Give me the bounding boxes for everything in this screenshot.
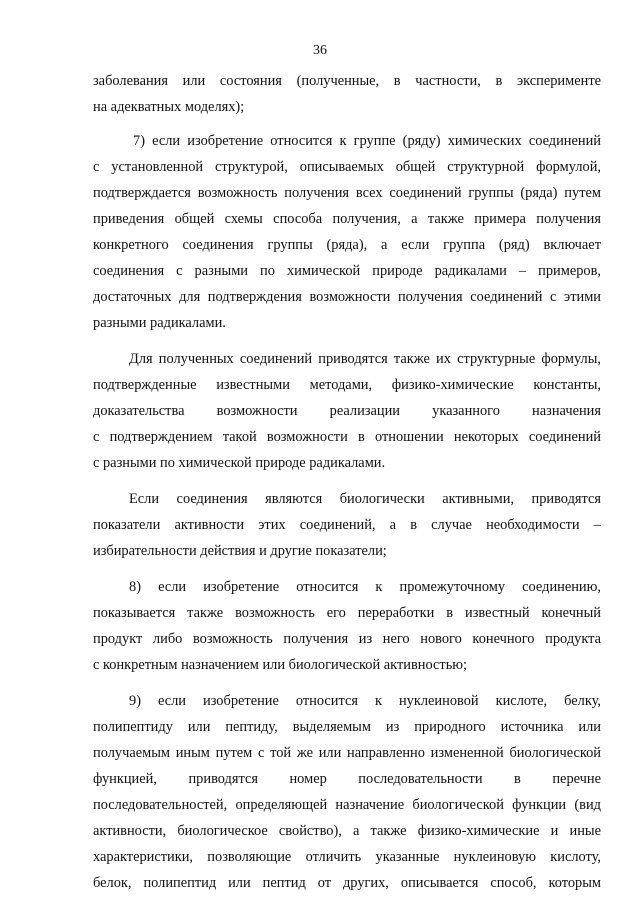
text-line: 9) если изобретение относится к нуклеиновой кислоте, белку, (129, 693, 601, 709)
text-line: подтверждается возможность получения всех соединений группы (ряда) путем (93, 185, 601, 201)
text-line: с разными по химической природе радикалами. (93, 455, 386, 471)
paragraph (93, 486, 601, 564)
paragraph (93, 688, 601, 896)
paragraph (93, 68, 601, 120)
text-line: Для полученных соединений приводятся также их структурные формулы, (129, 351, 601, 367)
text-line: соединения с разными по химической природе радикалами – примеров, (93, 263, 601, 279)
text-line: активности, биологическое свойство), а также физико-химические и иные (93, 823, 601, 839)
text-line: приведения общей схемы способа получения, а также примера получения (93, 211, 601, 227)
text-line: последовательностей, определяющей назначение биологической функции (вид (93, 797, 601, 813)
text-line: с установленной структурой, описываемых общей структурной формулой, (93, 159, 601, 175)
text-line: полипептиду или пептиду, выделяемым из природного источника или (93, 719, 601, 735)
text-line: функцией, приводятся номер последовательности в перечне (93, 771, 601, 787)
text-line: разными радикалами. (93, 315, 226, 331)
text-line: достаточных для подтверждения возможности получения соединений с этими (93, 289, 601, 305)
paragraph (93, 574, 601, 678)
text-line: подтвержденные известными методами, физико-химические константы, (93, 377, 601, 393)
page-number: 36 (313, 43, 327, 58)
text-line: показывается также возможность его переработки в известный конечный (93, 605, 601, 621)
text-line: показатели активности этих соединений, а в случае необходимости – (93, 517, 601, 533)
text-line: избирательности действия и другие показатели; (93, 543, 387, 559)
text-line: на адекватных моделях); (93, 99, 245, 115)
text-line: 8) если изобретение относится к промежуточному соединению, (129, 579, 601, 595)
text-line: доказательства возможности реализации указанного назначения (93, 403, 601, 419)
text-line: заболевания или состояния (полученные, в частности, в эксперименте (93, 73, 601, 89)
text-line: Если соединения являются биологически активными, приводятся (129, 491, 601, 507)
document-body (93, 68, 601, 896)
text-line: с конкретным назначением или биологической активностью; (93, 657, 468, 673)
text-line: продукт либо возможность получения из него нового конечного продукта (93, 631, 601, 647)
text-line: характеристики, позволяющие отличить указанные нуклеиновую кислоту, (93, 849, 601, 865)
paragraph (93, 346, 601, 476)
text-line: белок, полипептид или пептид от других, описывается способ, которым (93, 875, 601, 891)
text-line: конкретного соединения группы (ряда), а если группа (ряд) включает (93, 237, 601, 253)
text-line: 7) если изобретение относится к группе (ряду) химических соединений (133, 133, 601, 149)
paragraph (93, 128, 601, 336)
text-line: с подтверждением такой возможности в отношении некоторых соединений (93, 429, 601, 445)
text-line: получаемым иным путем с той же или направленно измененной биологической (93, 745, 601, 761)
